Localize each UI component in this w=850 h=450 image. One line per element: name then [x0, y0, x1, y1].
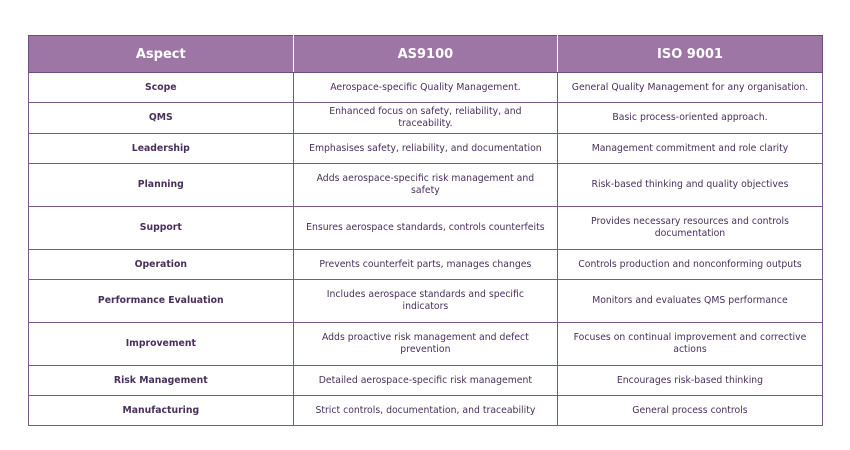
aspect-cell: Performance Evaluation: [29, 280, 294, 323]
aspect-cell: Scope: [29, 73, 294, 103]
aspect-cell: QMS: [29, 103, 294, 134]
header-row: [29, 36, 823, 73]
as9100-cell: Adds aerospace-specific risk management and safety: [293, 164, 558, 207]
iso9001-cell: Monitors and evaluates QMS performance: [558, 280, 823, 323]
aspect-cell: Operation: [29, 250, 294, 280]
table-row: [29, 250, 823, 280]
as9100-cell: Enhanced focus on safety, reliability, and traceability.: [293, 103, 558, 134]
header-as9100: AS9100: [293, 36, 558, 73]
aspect-cell: Support: [29, 207, 294, 250]
iso9001-cell: Risk-based thinking and quality objectives: [558, 164, 823, 207]
as9100-cell: Ensures aerospace standards, controls counterfeits: [293, 207, 558, 250]
comparison-table: [28, 35, 823, 426]
as9100-cell: Adds proactive risk management and defect prevention: [293, 323, 558, 366]
table-row: [29, 103, 823, 134]
iso9001-cell: Controls production and nonconforming outputs: [558, 250, 823, 280]
header-iso9001: ISO 9001: [558, 36, 823, 73]
iso9001-cell: Focuses on continual improvement and corrective actions: [558, 323, 823, 366]
aspect-cell: Improvement: [29, 323, 294, 366]
comparison-table-container: [28, 35, 822, 426]
table-row: [29, 366, 823, 396]
table-row: [29, 73, 823, 103]
as9100-cell: Includes aerospace standards and specific indicators: [293, 280, 558, 323]
aspect-cell: Risk Management: [29, 366, 294, 396]
as9100-cell: Emphasises safety, reliability, and documentation: [293, 134, 558, 164]
as9100-cell: Aerospace-specific Quality Management.: [293, 73, 558, 103]
aspect-cell: Leadership: [29, 134, 294, 164]
table-row: [29, 323, 823, 366]
iso9001-cell: Basic process-oriented approach.: [558, 103, 823, 134]
as9100-cell: Prevents counterfeit parts, manages changes: [293, 250, 558, 280]
iso9001-cell: Provides necessary resources and controls documentation: [558, 207, 823, 250]
aspect-cell: Planning: [29, 164, 294, 207]
iso9001-cell: General process controls: [558, 396, 823, 426]
iso9001-cell: General Quality Management for any organisation.: [558, 73, 823, 103]
table-row: [29, 134, 823, 164]
table-row: [29, 164, 823, 207]
iso9001-cell: Management commitment and role clarity: [558, 134, 823, 164]
iso9001-cell: Encourages risk-based thinking: [558, 366, 823, 396]
aspect-cell: Manufacturing: [29, 396, 294, 426]
as9100-cell: Detailed aerospace-specific risk management: [293, 366, 558, 396]
table-row: [29, 207, 823, 250]
table-row: [29, 396, 823, 426]
header-aspect: Aspect: [29, 36, 294, 73]
as9100-cell: Strict controls, documentation, and traceability: [293, 396, 558, 426]
table-row: [29, 280, 823, 323]
